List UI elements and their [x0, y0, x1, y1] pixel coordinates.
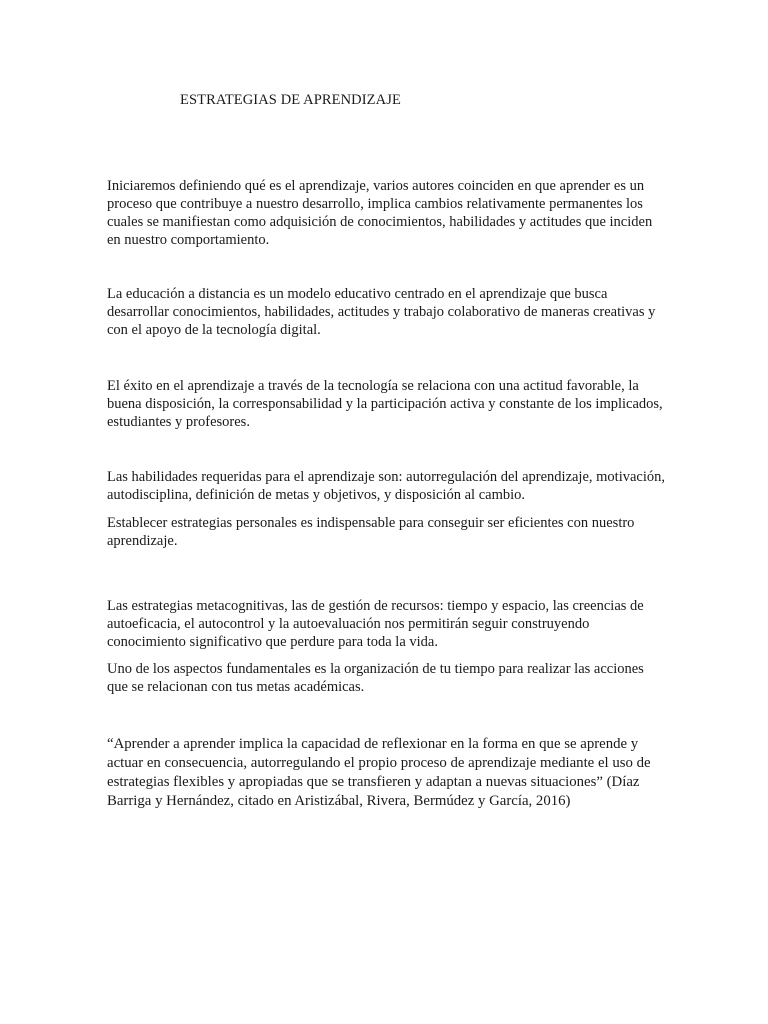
- paragraph-quote: “Aprender a aprender implica la capacidad de reflexionar en la forma en que se aprende y actuar en consecuencia, autorregulando el propio proceso de aprendizaje mediante el uso de estrategias flexibles y apropiadas que se transfieren y adaptan a nuevas situaciones” (Díaz Barriga y Hernández, citado en Aristizábal, Rivera, Bermúdez y García, 2016): [107, 736, 651, 809]
- paragraph-distance-education: La educación a distancia es un modelo educativo centrado en el aprendizaje que busca desarrollar conocimientos, habilidades, actitudes y trabajo colaborativo de maneras creativas y con el apoyo de la tecnología digital.: [107, 286, 656, 338]
- paragraph-success-technology: El éxito en el aprendizaje a través de la tecnología se relaciona con una actitud favorable, la buena disposición, la corresponsabilidad y la participación activa y constante de los implicados, estudiantes y profesores.: [107, 378, 663, 430]
- paragraph-required-skills: Las habilidades requeridas para el aprendizaje son: autorregulación del aprendizaje, motivación, autodisciplina, definición de metas y objetivos, y disposición al cambio.: [107, 469, 666, 503]
- document-title: ESTRATEGIAS DE APRENDIZAJE: [180, 92, 401, 108]
- paragraph-personal-strategies: Establecer estrategias personales es indispensable para conseguir ser eficientes con nuestro aprendizaje.: [107, 515, 635, 549]
- paragraph-time-organization: Uno de los aspectos fundamentales es la organización de tu tiempo para realizar las acciones que se relacionan con tus metas académicas.: [107, 661, 644, 695]
- paragraph-metacognitive-strategies: Las estrategias metacognitivas, las de gestión de recursos: tiempo y espacio, las creencias de autoeficacia, el autocontrol y la autoevaluación nos permitirán seguir construyendo conocimiento significativo que perdure para toda la vida.: [107, 598, 644, 650]
- paragraph-definition: Iniciaremos definiendo qué es el aprendizaje, varios autores coinciden en que aprender es un proceso que contribuye a nuestro desarrollo, implica cambios relativamente permanentes los cuales se manifiestan como adquisición de conocimientos, habilidades y actitudes que inciden en nuestro comportamiento.: [107, 178, 653, 248]
